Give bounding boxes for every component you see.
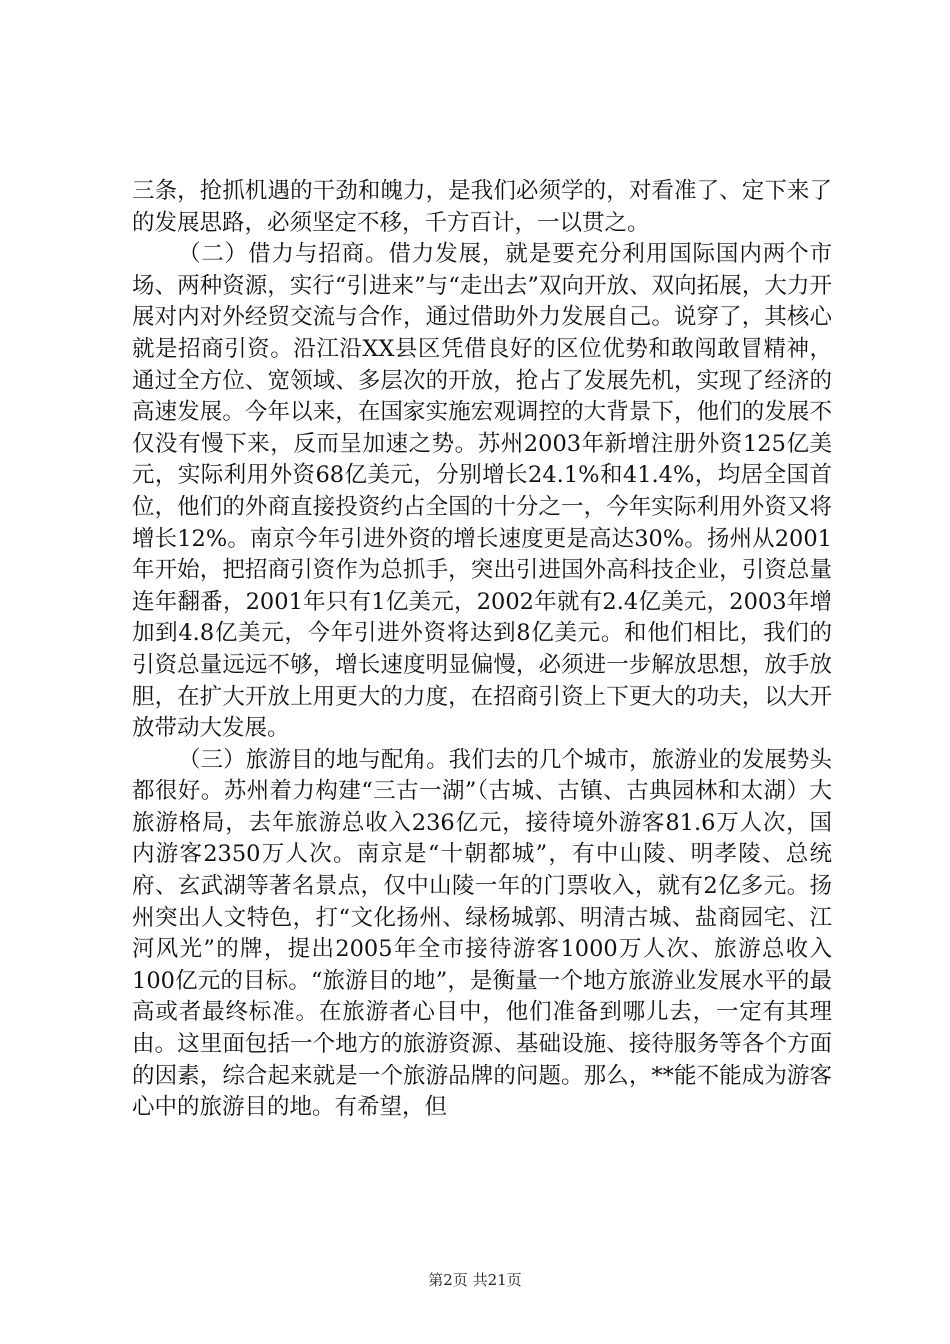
document-body <box>132 176 832 1124</box>
paragraph-3: （三）旅游目的地与配角。我们去的几个城市，旅游业的发展势头都很好。苏州着力构建“三古一湖”（古城、古镇、古典园林和太湖）大旅游格局，去年旅游总收入236亿元，接待境外游客81.6万人次，国内游客2350万人次。南京是“十朝都城”，有中山陵、明孝陵、总统府、玄武湖等著名景点，仅中山陵一年的门票收入，就有2亿多元。扬州突出人文特色，打“文化扬州、绿杨城郭、明清古城、盐商园宅、江河风光”的牌，提出2005年全市接待游客1000万人次、旅游总收入100亿元的目标。“旅游目的地”，是衡量一个地方旅游业发展水平的最高或者最终标准。在旅游者心目中，他们准备到哪儿去，一定有其理由。这里面包括一个地方的旅游资源、基础设施、接待服务等各个方面的因素，综合起来就是一个旅游品牌的问题。那么，**能不能成为游客心中的旅游目的地。有希望，但 <box>132 746 832 1121</box>
paragraph-1: 三条，抢抓机遇的干劲和魄力，是我们必须学的，对看准了、定下来了的发展思路，必须坚定不移，千方百计，一以贯之。 <box>132 178 832 236</box>
page-footer: 第2页 共21页 <box>428 1271 522 1289</box>
paragraph-2: （二）借力与招商。借力发展，就是要充分利用国际国内两个市场、两种资源，实行“引进来”与“走出去”双向开放、双向拓展，大力开展对内对外经贸交流与合作，通过借助外力发展自己。说穿了，其核心就是招商引资。沿江沿XX县区凭借良好的区位优势和敢闯敢冒精神，通过全方位、宽领域、多层次的开放，抢占了发展先机，实现了经济的高速发展。今年以来，在国家实施宏观调控的大背景下，他们的发展不仅没有慢下来，反而呈加速之势。苏州2003年新增注册外资125亿美元，实际利用外资68亿美元，分别增长24.1%和41.4%，均居全国首位，他们的外商直接投资约占全国的十分之一，今年实际利用外资又将增长12%。南京今年引进外资的增长速度更是高达30%。扬州从2001年开始，把招商引资作为总抓手，突出引进国外高科技企业，引资总量连年翻番，2001年只有1亿美元，2002年就有2.4亿美元，2003年增加到4.8亿美元，今年引进外资将达到8亿美元。和他们相比，我们的引资总量远远不够，增长速度明显偏慢，必须进一步解放思想，放手放胆，在扩大开放上用更大的力度，在招商引资上下更大的功夫，以大开放带动大发展。 <box>132 241 832 742</box>
